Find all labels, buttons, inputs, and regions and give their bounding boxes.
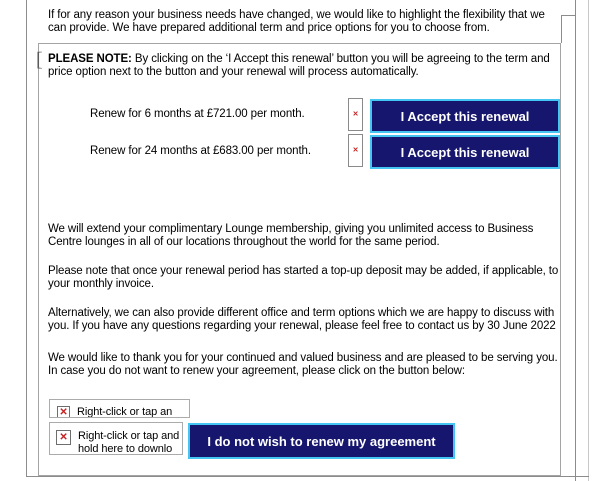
blocked-image-placeholder-text: Right-click or tap and hold here to downlo bbox=[78, 430, 180, 455]
decline-renewal-button[interactable]: I do not wish to renew my agreement bbox=[188, 423, 455, 459]
frame-border-right bbox=[575, 0, 576, 481]
renew-option-6-months-label: Renew for 6 months at £721.00 per month. bbox=[90, 108, 305, 120]
deposit-paragraph: Please note that once your renewal period has started a top-up deposit may be added, if applicable, to your monthly invoice. bbox=[48, 265, 559, 290]
blocked-image-placeholder[interactable] bbox=[49, 422, 183, 455]
broken-image-placeholder-icon[interactable] bbox=[348, 98, 363, 131]
please-note-paragraph bbox=[48, 53, 554, 79]
blocked-image-placeholder-text: Right-click or tap an bbox=[77, 406, 173, 418]
accept-renewal-6-months-button[interactable]: I Accept this renewal bbox=[370, 99, 560, 133]
please-note-body: By clicking on the ‘I Accept this renewal’ button you will be agreeing to the term and price option next to the button and your renewal will process automatically. bbox=[48, 53, 550, 78]
accept-renewal-24-months-button[interactable]: I Accept this renewal bbox=[370, 135, 560, 169]
intro-paragraph: If for any reason your business needs have changed, we would like to highlight the flexibility that we can provide. We have prepared additional term and price options for you to choose from. bbox=[48, 9, 545, 34]
lounge-paragraph: We will extend your complimentary Lounge membership, giving you unlimited access to Business Centre lounges in all of our locations throughout the world for the same period. bbox=[48, 223, 534, 248]
blocked-image-x-icon: ✕ bbox=[57, 406, 70, 418]
renew-option-24-months-label: Renew for 24 months at £683.00 per month. bbox=[90, 145, 311, 157]
please-note-label: PLEASE NOTE: bbox=[48, 53, 132, 65]
frame-border-left bbox=[26, 0, 27, 476]
blocked-image-placeholder-clipped[interactable] bbox=[49, 399, 190, 418]
broken-image-icon: ✕ bbox=[352, 111, 359, 118]
broken-image-icon: ✕ bbox=[352, 147, 359, 154]
frame-border-outer-right bbox=[588, 0, 589, 481]
alternatives-paragraph: Alternatively, we can also provide different office and term options which we are happy to discuss with you. If you have any questions regarding your renewal, please feel free to contact us by 30 June 2022 bbox=[48, 307, 556, 332]
text-cursor-icon: [ bbox=[36, 49, 43, 71]
thanks-paragraph: We would like to thank you for your continued and valued business and are pleased to be serving you. In case you do not want to renew your agreement, please click on the button below: bbox=[48, 352, 558, 377]
blocked-image-x-icon: ✕ bbox=[56, 430, 71, 445]
broken-image-placeholder-icon[interactable] bbox=[348, 134, 363, 167]
frame-border-bottom bbox=[26, 476, 589, 477]
frame-border-column-top bbox=[561, 15, 576, 16]
